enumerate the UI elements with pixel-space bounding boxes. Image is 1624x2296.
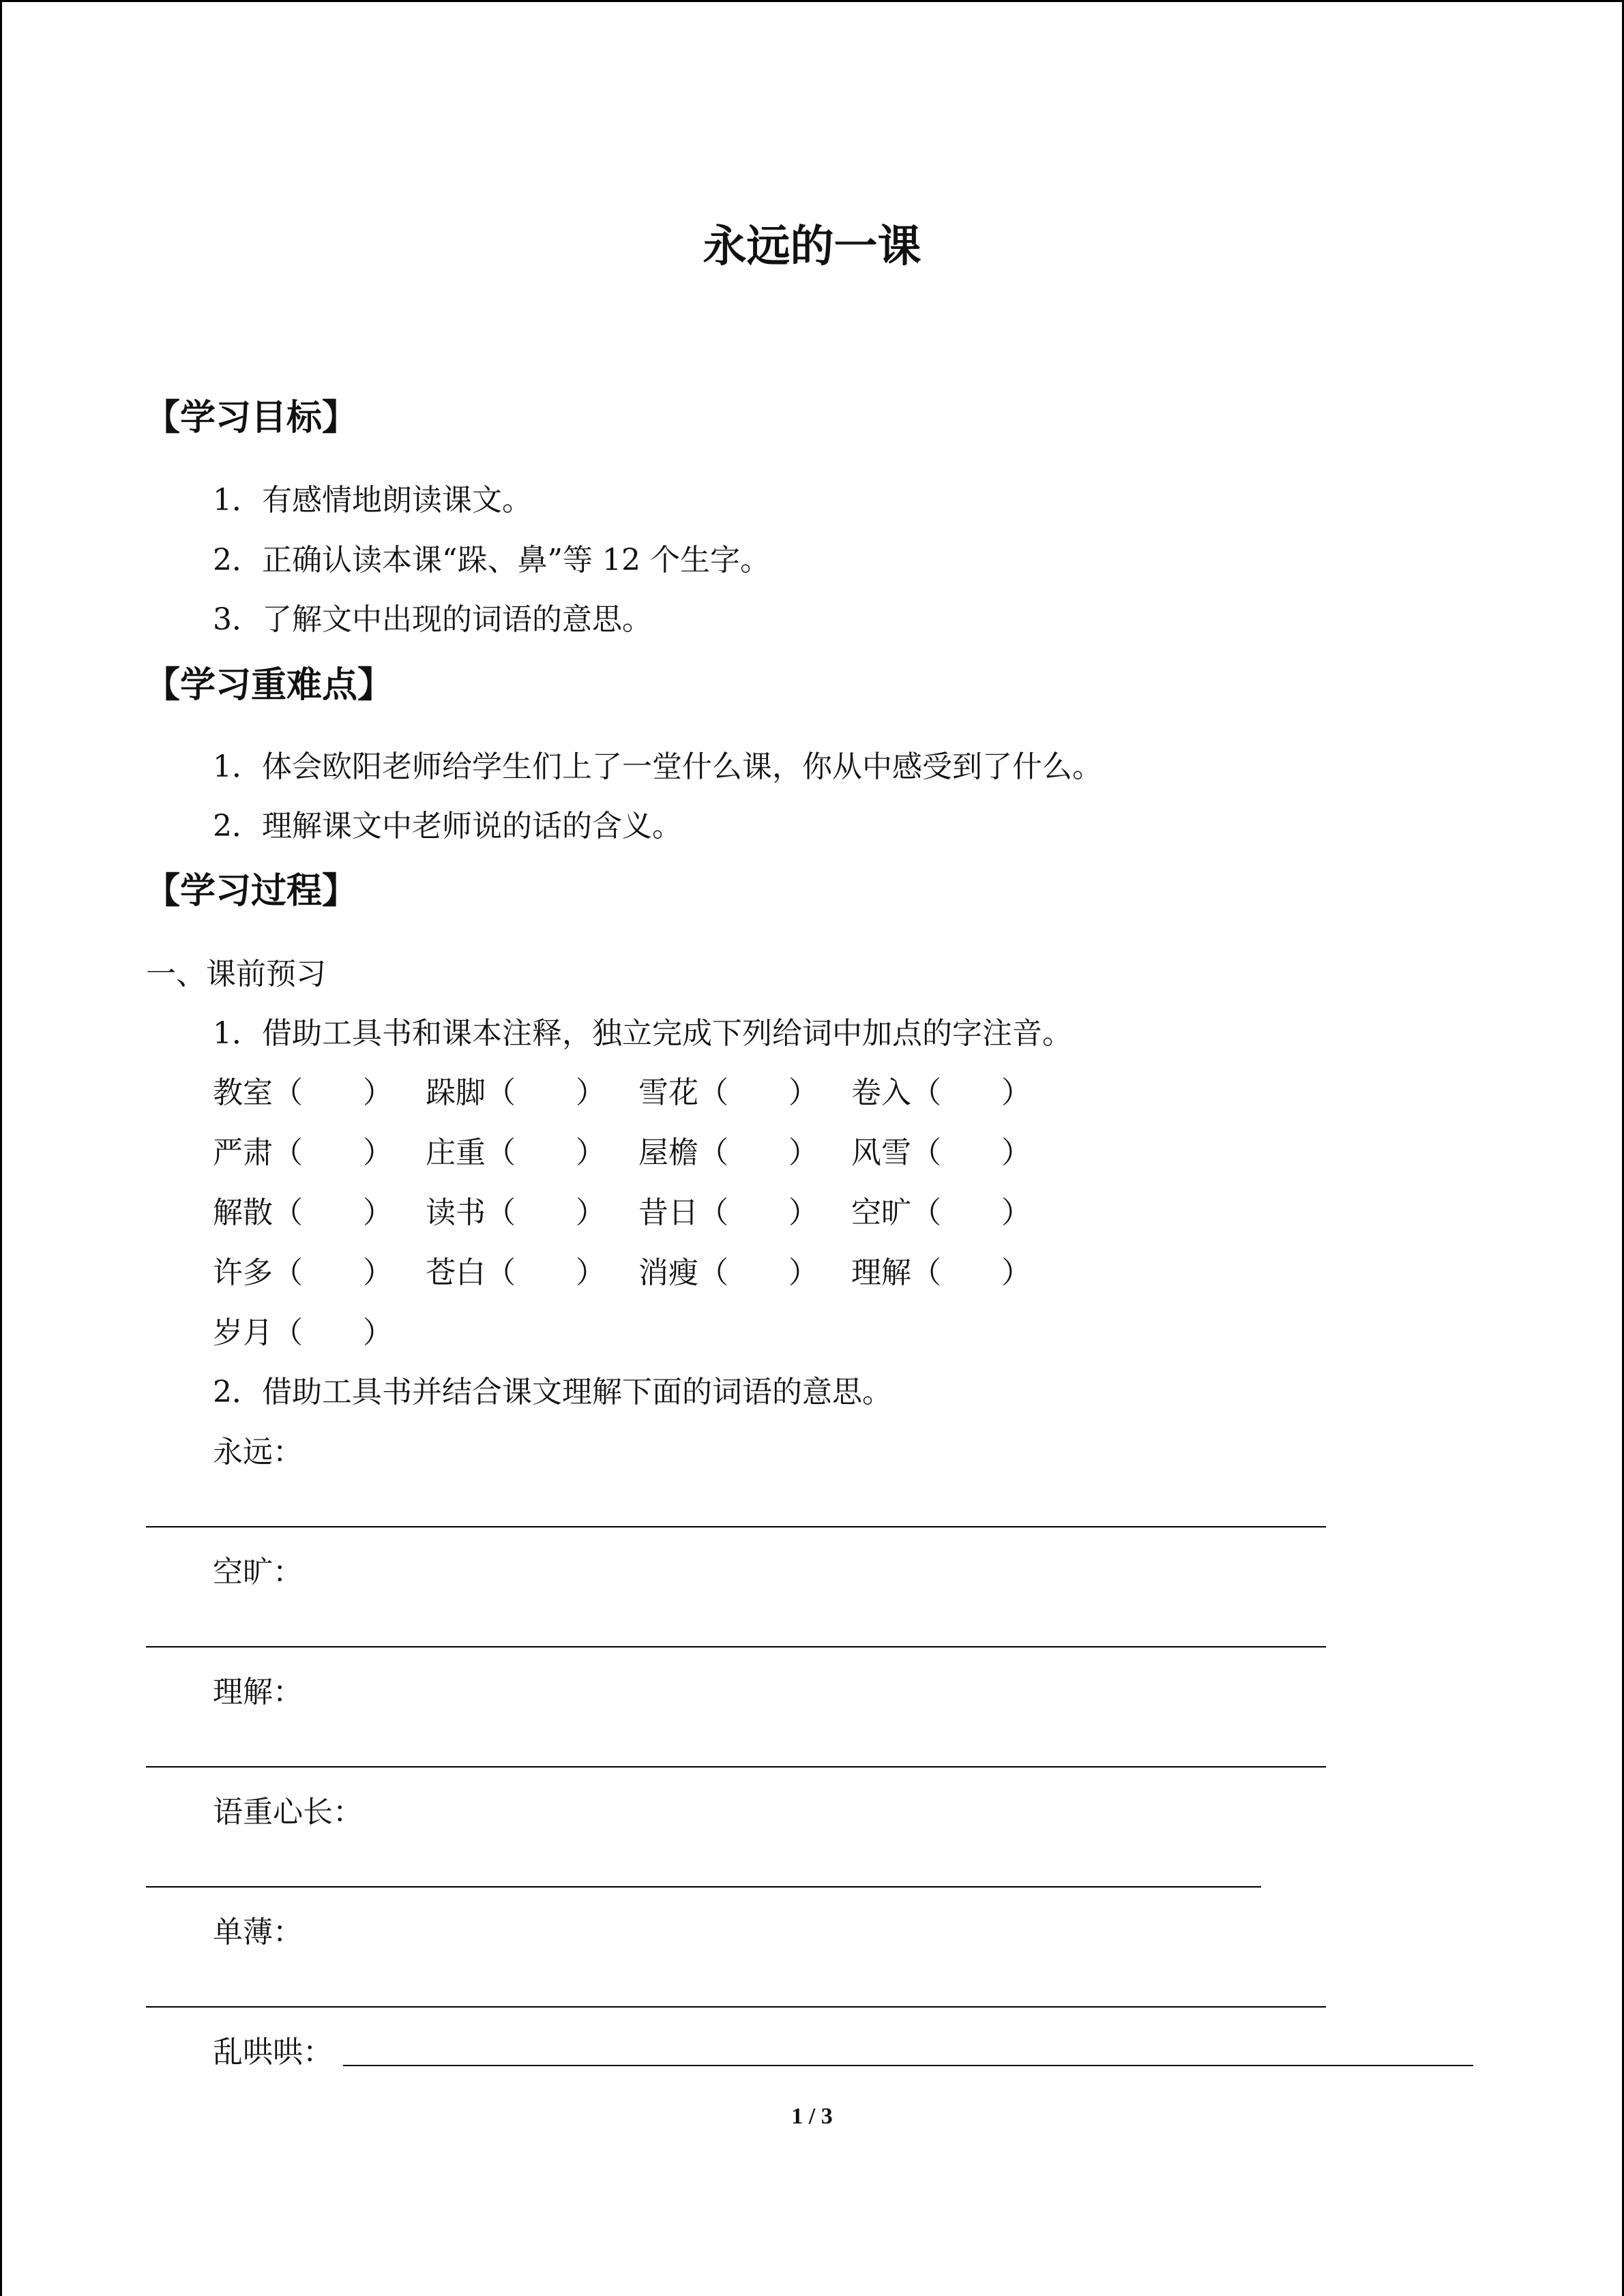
pinyin-row-1 xyxy=(213,1068,1064,1112)
pinyin-item: 教室（ ） xyxy=(213,1075,393,1110)
pinyin-item: 解散（ ） xyxy=(213,1195,393,1230)
task-1-instruction: 1．借助工具书和课本注释，独立完成下列给词中加点的字注音。 xyxy=(213,1016,1072,1051)
pinyin-item: 空旷（ ） xyxy=(851,1195,1031,1230)
pinyin-item: 严肃（ ） xyxy=(213,1135,393,1170)
pinyin-row-3 xyxy=(213,1188,1064,1232)
goal-item-1: 1．有感情地朗读课文。 xyxy=(213,483,532,518)
answer-line xyxy=(343,2065,1473,2066)
vocab-label-yuzhongxinchang: 语重心长： xyxy=(213,1795,363,1830)
pinyin-item: 苍白（ ） xyxy=(426,1255,606,1290)
pinyin-item: 理解（ ） xyxy=(851,1255,1031,1290)
page-title: 永远的一课 xyxy=(703,221,921,272)
pinyin-item: 岁月（ ） xyxy=(213,1315,393,1350)
vocab-label-danbo: 单薄： xyxy=(213,1915,303,1950)
answer-line xyxy=(146,1646,1326,1648)
pinyin-row-5 xyxy=(213,1308,426,1352)
pinyin-item: 读书（ ） xyxy=(426,1195,606,1230)
section-heading-process: 【学习过程】 xyxy=(145,870,358,912)
vocab-label-lijie: 理解： xyxy=(213,1675,303,1710)
pinyin-item: 庄重（ ） xyxy=(426,1135,606,1170)
page-border-top xyxy=(0,0,1624,2)
vocab-label-kongkuang: 空旷： xyxy=(213,1555,303,1590)
task-2-instruction: 2．借助工具书并结合课文理解下面的词语的意思。 xyxy=(213,1375,892,1410)
page-number: 1 / 3 xyxy=(791,2104,833,2129)
goal-item-3: 3．了解文中出现的词语的意思。 xyxy=(213,602,652,637)
pinyin-item: 雪花（ ） xyxy=(638,1075,818,1110)
pinyin-item: 屋檐（ ） xyxy=(638,1135,818,1170)
part-heading-preview: 一、课前预习 xyxy=(146,957,326,992)
pinyin-row-2 xyxy=(213,1128,1064,1172)
pinyin-item: 昔日（ ） xyxy=(638,1195,818,1230)
section-heading-goals: 【学习目标】 xyxy=(145,397,358,438)
goal-item-2: 2．正确认读本课“跺、鼻”等 12 个生字。 xyxy=(213,543,770,578)
answer-line xyxy=(146,2006,1326,2008)
focus-item-2: 2．理解课文中老师说的话的含义。 xyxy=(213,809,682,844)
pinyin-item: 跺脚（ ） xyxy=(426,1075,606,1110)
answer-line xyxy=(146,1886,1261,1888)
pinyin-item: 卷入（ ） xyxy=(851,1075,1031,1110)
pinyin-item: 风雪（ ） xyxy=(851,1135,1031,1170)
focus-item-1: 1．体会欧阳老师给学生们上了一堂什么课，你从中感受到了什么。 xyxy=(213,749,1102,784)
answer-line xyxy=(146,1766,1326,1768)
answer-line xyxy=(146,1526,1326,1527)
vocab-label-luanhonghong: 乱哄哄： xyxy=(213,2035,333,2070)
pinyin-item: 消瘦（ ） xyxy=(638,1255,818,1290)
pinyin-row-4 xyxy=(213,1248,1064,1292)
pinyin-item: 许多（ ） xyxy=(213,1255,393,1290)
vocab-label-yongyuan: 永远： xyxy=(213,1435,303,1470)
section-heading-focus: 【学习重难点】 xyxy=(145,664,394,706)
page-border-left xyxy=(0,0,2,2296)
